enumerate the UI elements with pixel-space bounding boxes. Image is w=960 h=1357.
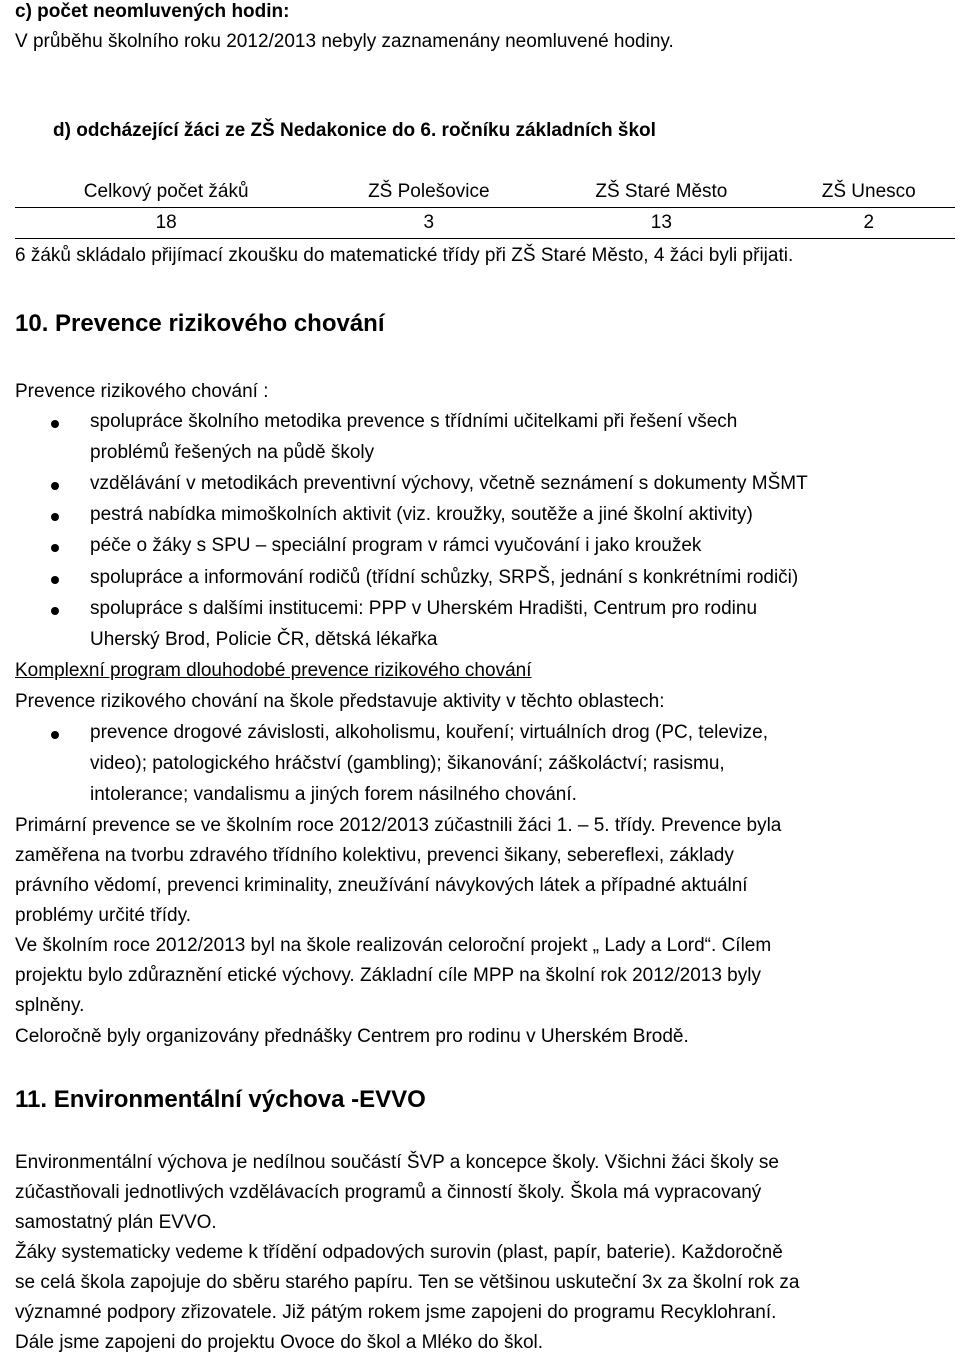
paragraph-line: zaměřena na tvorbu zdravého třídního kolektivu, prevenci šikany, sebereflexi, základy [15, 845, 734, 866]
paragraph-line: samostatný plán EVVO. [15, 1212, 217, 1233]
list-item-continuation: Uherský Brod, Policie ČR, dětská lékařka [90, 629, 438, 650]
list-item: prevence drogové závislosti, alkoholismu, kouření; virtuálních drog (PC, televize, [90, 722, 768, 743]
program-intro: Prevence rizikového chování na škole představuje aktivity v těchto oblastech: [15, 691, 665, 712]
paragraph-line: Environmentální výchova je nedílnou součástí ŠVP a koncepce školy. Všichni žáci školy se [15, 1152, 779, 1173]
list-item-continuation: video); patologického hráčství (gambling); šikanování; záškoláctví; rasismu, [90, 753, 725, 774]
program-title: Komplexní program dlouhodobé prevence rizikového chování [15, 660, 532, 681]
table-cell: 3 [317, 208, 540, 239]
list-item-continuation: problémů řešených na půdě školy [90, 442, 375, 463]
departing-pupils-table [15, 177, 955, 239]
table-cell: 18 [15, 208, 317, 239]
table-header-cell: ZŠ Unesco [783, 177, 956, 208]
paragraph-line: Ve školním roce 2012/2013 byl na škole realizován celoroční projekt „ Lady a Lord“. Cílem [15, 935, 772, 956]
paragraph-line: splněny. [15, 995, 85, 1016]
table-header-row [15, 177, 955, 208]
list-item: vzdělávání v metodikách preventivní výchovy, včetně seznámení s dokumenty MŠMT [90, 473, 808, 494]
paragraph-line: se celá škola zapojuje do sběru starého papíru. Ten se většinou uskuteční 3x za školní rok za [15, 1272, 800, 1293]
table-header-cell: ZŠ Staré Město [540, 177, 782, 208]
paragraph-line: významné podpory zřizovatele. Již pátým rokem jsme zapojeni do programu Recyklohraní. [15, 1302, 777, 1323]
table-cell: 13 [540, 208, 782, 239]
paragraph-line: projektu bylo zdůraznění etické výchovy. Základní cíle MPP na školní rok 2012/2013 byly [15, 965, 761, 986]
bullet-icon [51, 607, 59, 615]
bullet-icon [51, 576, 59, 584]
section-d-note: 6 žáků skládalo přijímací zkoušku do matematické třídy při ZŠ Staré Město, 4 žáci byli přijati. [15, 245, 794, 266]
paragraph-line: právního vědomí, prevenci kriminality, zneužívání návykových látek a případné aktuální [15, 875, 748, 896]
paragraph-line: zúčastňovali jednotlivých vzdělávacích programů a činností školy. Škola má vypracovaný [15, 1182, 762, 1203]
table-header-cell: ZŠ Polešovice [317, 177, 540, 208]
bullet-icon [51, 420, 59, 428]
bullet-icon [51, 482, 59, 490]
list-item-continuation: intolerance; vandalismu a jiných forem násilného chování. [90, 784, 577, 805]
section-10-subheading: Prevence rizikového chování : [15, 381, 269, 402]
bullet-icon [51, 544, 59, 552]
list-item: spolupráce a informování rodičů (třídní schůzky, SRPŠ, jednání s konkrétními rodiči) [90, 567, 799, 588]
section-c-heading: c) počet neomluvených hodin: [15, 1, 290, 22]
section-10-heading: 10. Prevence rizikového chování [15, 310, 385, 337]
list-item: spolupráce s dalšími institucemi: PPP v Uherském Hradišti, Centrum pro rodinu [90, 598, 758, 619]
list-item: pestrá nabídka mimoškolních aktivit (viz. kroužky, soutěže a jiné školní aktivity) [90, 504, 753, 525]
bullet-icon [51, 513, 59, 521]
paragraph-line: Celoročně byly organizovány přednášky Centrem pro rodinu v Uherském Brodě. [15, 1026, 689, 1047]
paragraph-line: Žáky systematicky vedeme k třídění odpadových surovin (plast, papír, baterie). Každoročně [15, 1242, 783, 1263]
paragraph-line: problémy určité třídy. [15, 905, 191, 926]
section-d-heading: d) odcházející žáci ze ZŠ Nedakonice do 6. ročníku základních škol [53, 120, 656, 141]
table-header-cell: Celkový počet žáků [15, 177, 317, 208]
paragraph-line: Primární prevence se ve školním roce 2012/2013 zúčastnili žáci 1. – 5. třídy. Prevence byla [15, 815, 782, 836]
paragraph-line: Dále jsme zapojeni do projektu Ovoce do škol a Mléko do škol. [15, 1332, 544, 1353]
section-c-text: V průběhu školního roku 2012/2013 nebyly zaznamenány neomluvené hodiny. [15, 31, 674, 52]
section-11-heading: 11. Environmentální výchova -EVVO [15, 1086, 426, 1113]
table-cell: 2 [783, 208, 956, 239]
bullet-icon [51, 731, 59, 739]
table-row [15, 208, 955, 239]
list-item: péče o žáky s SPU – speciální program v rámci vyučování i jako kroužek [90, 535, 702, 556]
list-item: spolupráce školního metodika prevence s třídními učitelkami při řešení všech [90, 411, 738, 432]
